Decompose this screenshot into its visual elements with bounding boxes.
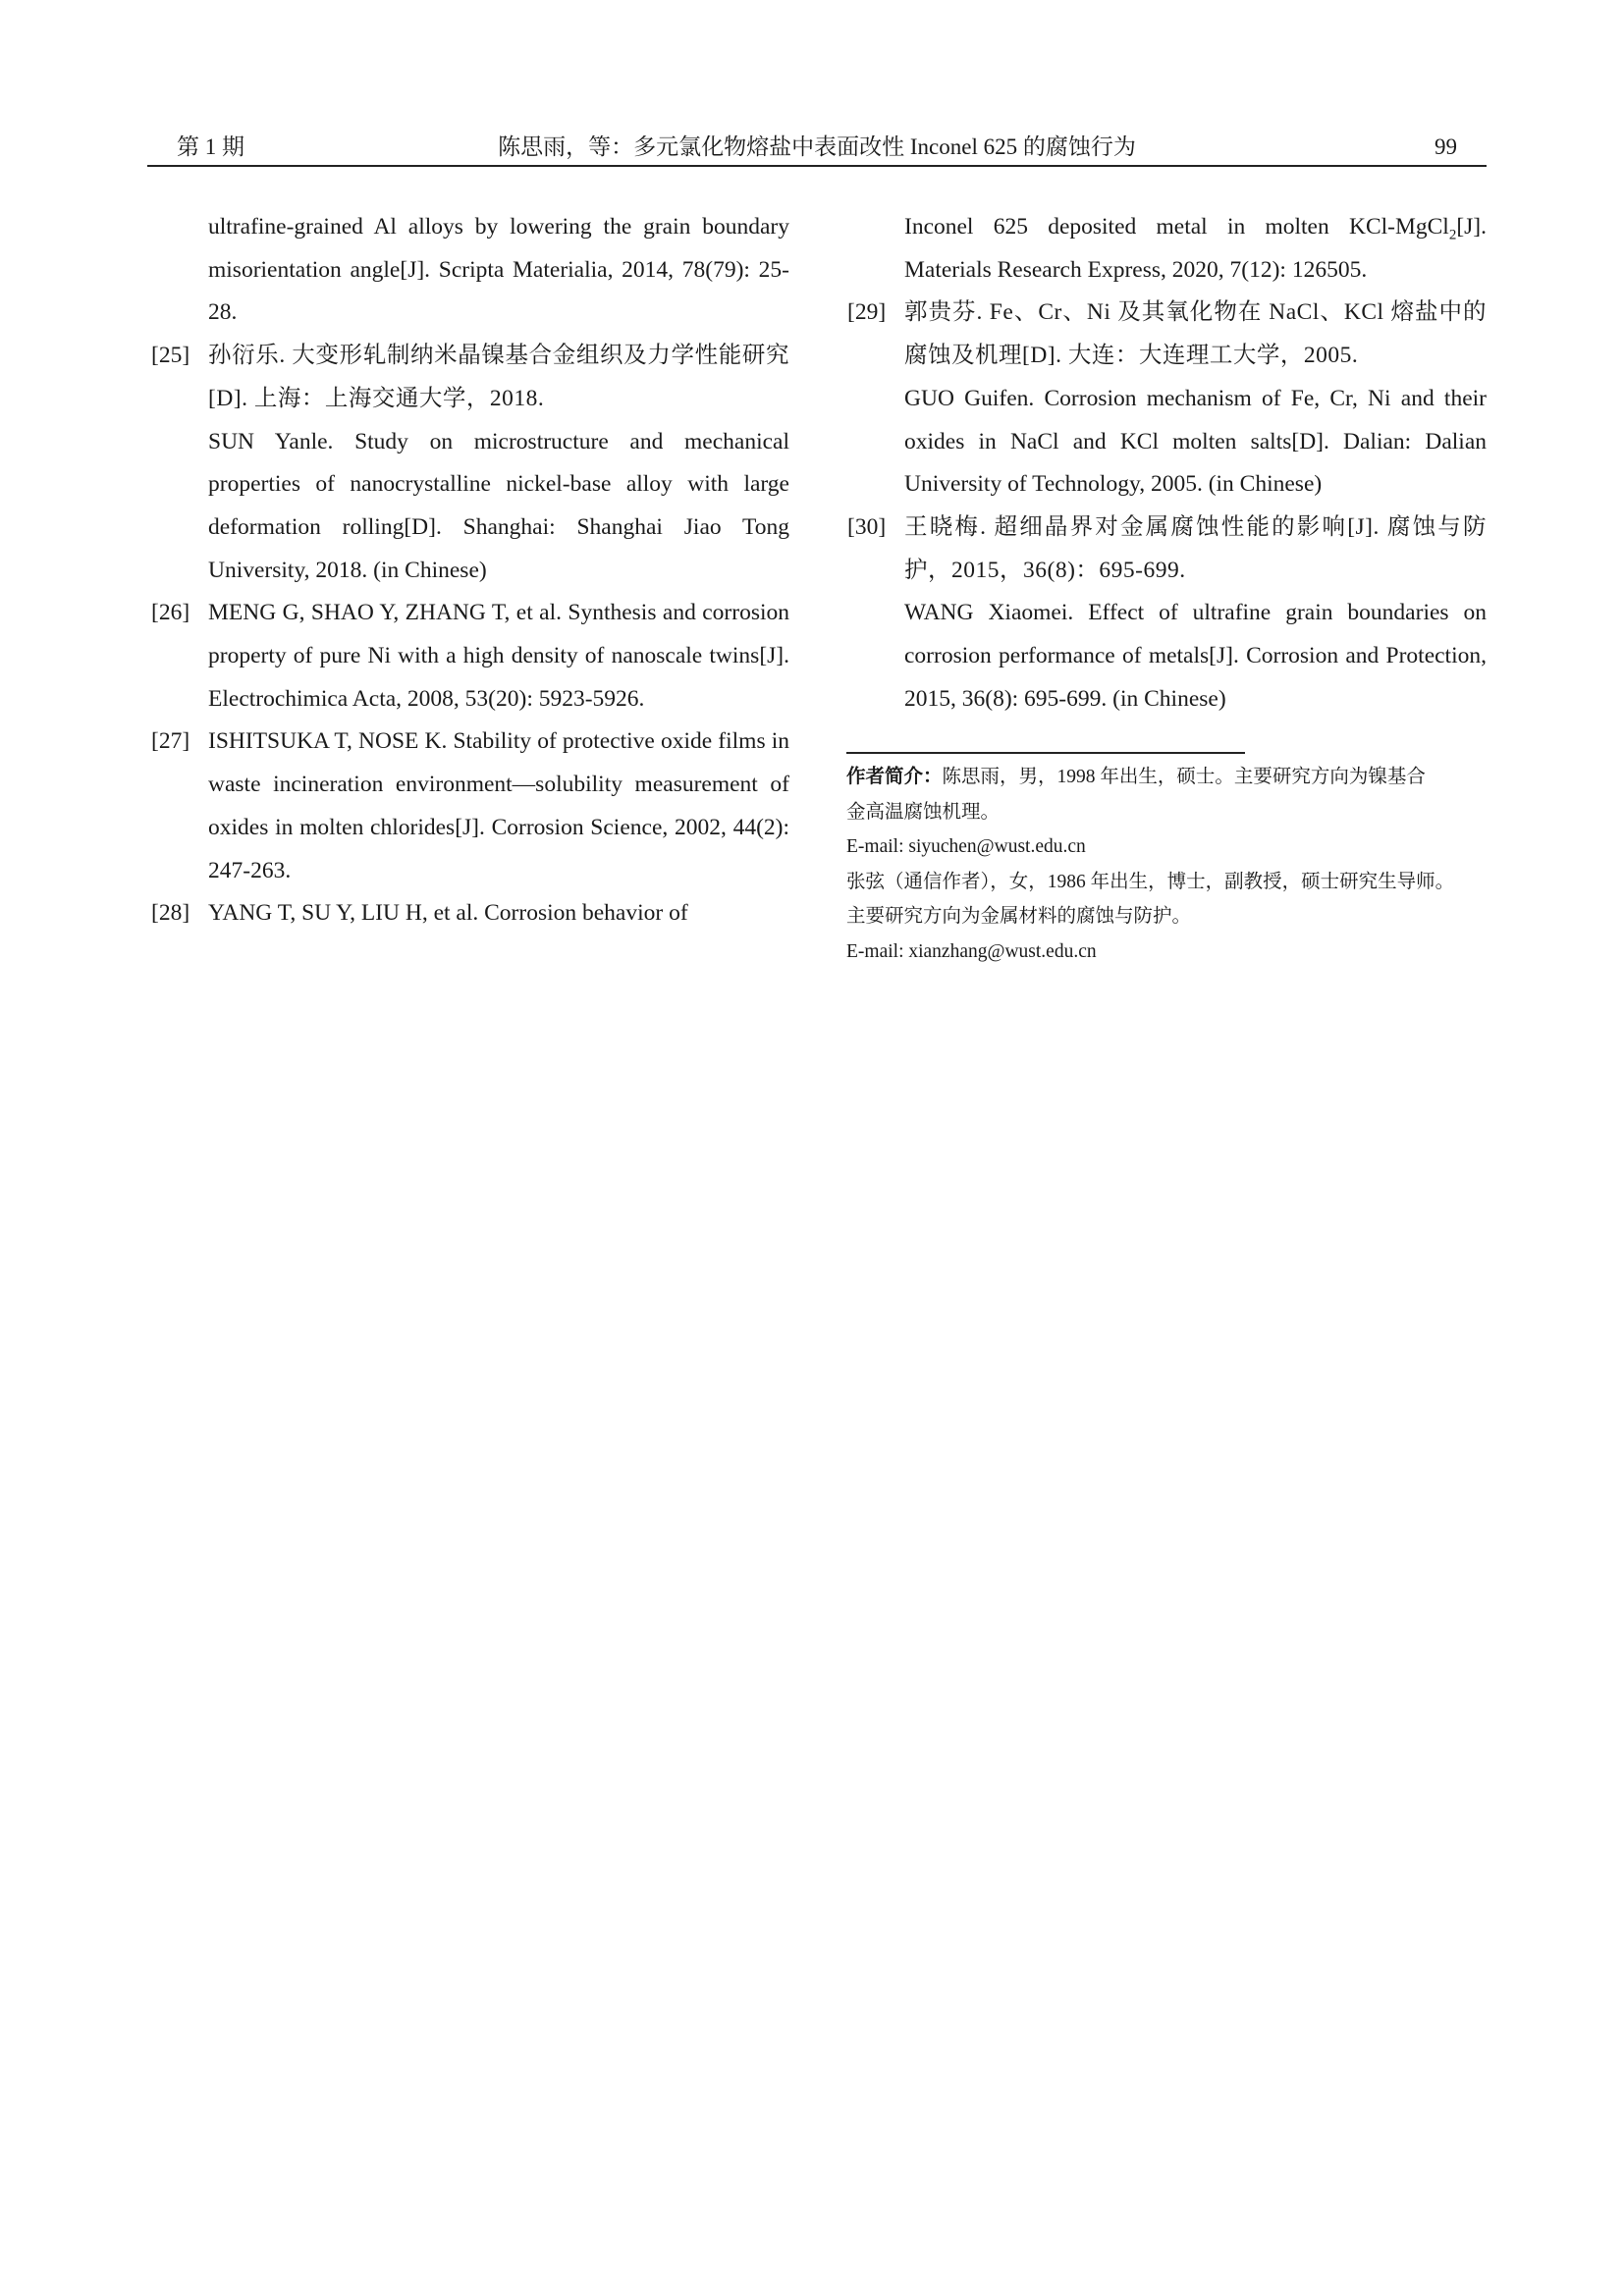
header-rule xyxy=(147,165,1487,167)
reference-24-continuation xyxy=(149,206,789,335)
reference-chinese: 王晓梅. 超细晶界对金属腐蚀性能的影响[J]. 腐蚀与防护，2015，36(8)：695-699. xyxy=(904,513,1487,583)
reference-chinese: 郭贵芬. Fe、Cr、Ni 及其氧化物在 NaCl、KCl 熔盐中的腐蚀及机理[D]. 大连：大连理工大学，2005. xyxy=(904,299,1487,369)
reference-english: ultrafine-grained Al alloys by lowering the grain boundary misorientation angle[J]. Scripta Materialia, 2014, 78(79): 25-28. xyxy=(208,214,789,326)
reference-number: [25] xyxy=(151,343,190,369)
bio-label: 作者简介： xyxy=(846,767,943,787)
reference-text: Inconel 625 deposited metal in molten KCl-MgCl xyxy=(904,214,1449,240)
reference-25 xyxy=(149,335,789,592)
subscript: 2 xyxy=(1448,227,1457,243)
bio-text: 陈思雨，男，1998 年出生，硕士。主要研究方向为镍基合 xyxy=(942,767,1426,787)
bio-line: 金高温腐蚀机理。 xyxy=(846,801,1001,823)
reference-number: [26] xyxy=(151,600,190,626)
issue-label: 第 1 期 xyxy=(177,134,244,159)
reference-english: GUO Guifen. Corrosion mechanism of Fe, Cr, Ni and their oxides in NaCl and KCl molten salts[D]. Dalian: Dalian University of Technology, 2005. (in Chinese) xyxy=(904,385,1487,498)
bio-line: 主要研究方向为金属材料的腐蚀与防护。 xyxy=(846,906,1192,927)
reference-number: [27] xyxy=(151,728,190,755)
bio-email: E-mail: siyuchen@wust.edu.cn xyxy=(846,836,1086,857)
reference-29 xyxy=(845,292,1487,507)
reference-28-continuation xyxy=(845,206,1487,292)
bio-line: 张弦（通信作者），女，1986 年出生，博士，副教授，硕士研究生导师。 xyxy=(846,871,1455,892)
left-column xyxy=(149,206,789,935)
reference-30 xyxy=(845,507,1487,721)
running-title: 陈思雨，等：多元氯化物熔盐中表面改性 Inconel 625 的腐蚀行为 xyxy=(498,134,1136,159)
bio-line xyxy=(846,760,1487,795)
reference-number: [28] xyxy=(151,900,190,927)
reference-28 xyxy=(149,892,789,935)
page-number: 99 xyxy=(1435,134,1457,159)
footnote-rule xyxy=(846,752,1245,754)
author-bio xyxy=(846,760,1487,969)
reference-english: SUN Yanle. Study on microstructure and mechanical properties of nanocrystalline nickel-base alloy with large deformation rolling[D]. Shanghai: Shanghai Jiao Tong University, 2018. (in Chinese) xyxy=(208,428,789,583)
reference-number: [29] xyxy=(847,299,887,326)
reference-english: WANG Xiaomei. Effect of ultrafine grain boundaries on corrosion performance of metals[J]. Corrosion and Protection, 2015, 36(8): 695-699. (in Chinese) xyxy=(904,600,1487,712)
reference-english: ISHITSUKA T, NOSE K. Stability of protective oxide films in waste incineration environment—solubility measurement of oxides in molten chlorides[J]. Corrosion Science, 2002, 44(2): 247-263. xyxy=(208,728,789,883)
reference-text: [J]. Materials Research Express, 2020, 7(12): 126505. xyxy=(904,214,1487,283)
reference-27 xyxy=(149,721,789,892)
reference-chinese: 孙衍乐. 大变形轧制纳米晶镍基合金组织及力学性能研究[D]. 上海：上海交通大学，2018. xyxy=(208,343,789,411)
bio-email: E-mail: xianzhang@wust.edu.cn xyxy=(846,940,1097,962)
reference-english: YANG T, SU Y, LIU H, et al. Corrosion behavior of xyxy=(208,900,688,927)
reference-english: MENG G, SHAO Y, ZHANG T, et al. Synthesis and corrosion property of pure Ni with a high density of nanoscale twins[J]. Electrochimica Acta, 2008, 53(20): 5923-5926. xyxy=(208,600,789,712)
running-header xyxy=(147,130,1487,165)
right-column xyxy=(845,206,1487,721)
reference-26 xyxy=(149,592,789,721)
reference-english xyxy=(904,206,1487,292)
reference-number: [30] xyxy=(847,513,887,540)
